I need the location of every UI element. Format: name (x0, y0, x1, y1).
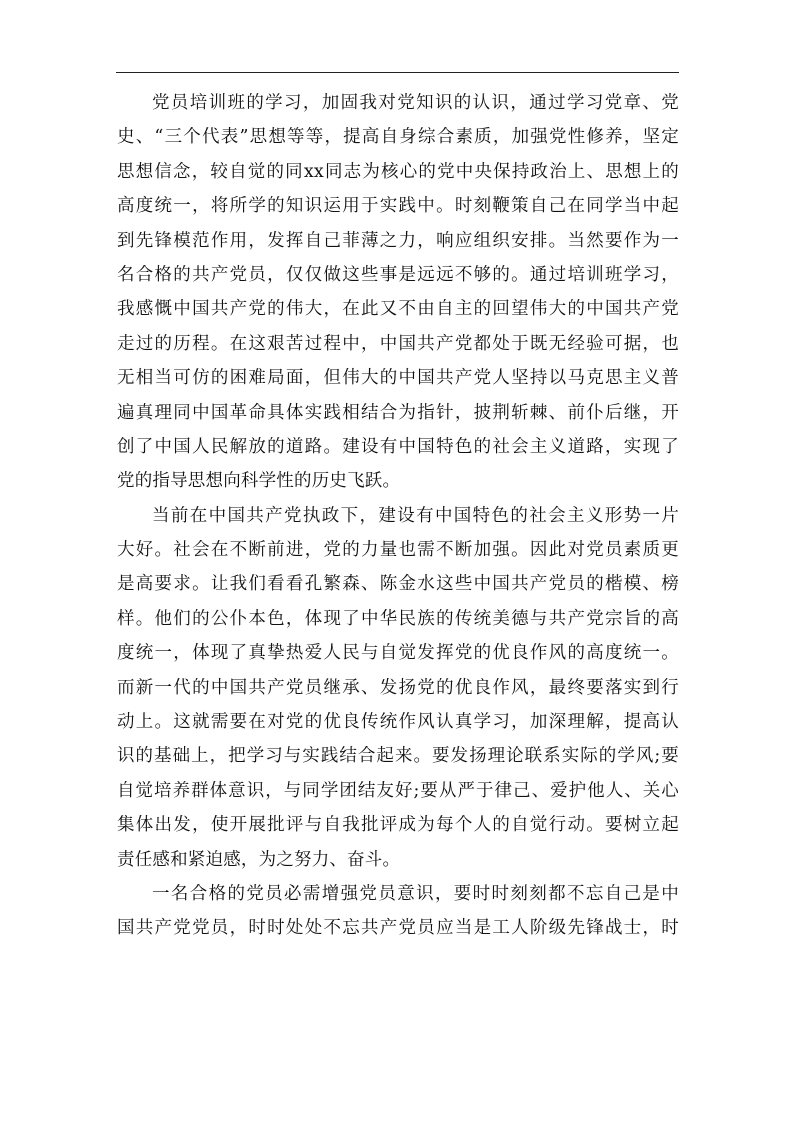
paragraph-line: 识的基础上，把学习与实践结合起来。要发扬理论联系实际的学风;要 (117, 746, 679, 767)
paragraph-line: 无相当可仿的困难局面，但伟大的中国共产党人坚持以马克思主义普 (117, 368, 679, 389)
paragraph-line: 当前在中国共产党执政下，建设有中国特色的社会主义形势一片 (152, 505, 679, 526)
paragraph-line: 集体出发，使开展批评与自我批评成为每个人的自觉行动。要树立起 (117, 815, 679, 836)
paragraph-line: 到先锋模范作用，发挥自己菲薄之力，响应组织安排。当然要作为一 (117, 230, 679, 251)
paragraph-line: 动上。这就需要在对党的优良传统作风认真学习，加深理解，提高认 (117, 712, 679, 733)
paragraph-line: 国共产党党员，时时处处不忘共产党员应当是工人阶级先锋战士，时 (117, 918, 679, 939)
paragraph-line: 思想信念，较自觉的同xx同志为核心的党中央保持政治上、思想上的 (117, 161, 679, 182)
paragraph-line: 高度统一，将所学的知识运用于实践中。时刻鞭策自己在同学当中起 (117, 196, 679, 217)
paragraph-line: 我感慨中国共产党的伟大，在此又不由自主的回望伟大的中国共产党 (117, 299, 679, 320)
paragraph-line: 名合格的共产党员，仅仅做这些事是远远不够的。通过培训班学习， (117, 264, 679, 285)
paragraph-3 (117, 877, 679, 946)
paragraph-1 (117, 86, 679, 499)
paragraph-line: 样。他们的公仆本色，体现了中华民族的传统美德与共产党宗旨的高 (117, 608, 679, 629)
paragraph-line: 党员培训班的学习，加固我对党知识的认识，通过学习党章、党 (152, 93, 679, 113)
paragraph-line: 史、“三个代表”思想等等，提高自身综合素质，加强党性修养，坚定 (117, 127, 679, 148)
paragraph-line: 一名合格的党员必需增强党员意识，要时时刻刻都不忘自己是中 (152, 883, 679, 904)
paragraph-2 (117, 499, 679, 877)
paragraph-line: 而新一代的中国共产党员继承、发扬党的优良作风，最终要落实到行 (117, 677, 679, 698)
paragraph-line: 度统一，体现了真挚热爱人民与自觉发挥党的优良作风的高度统一。 (117, 643, 679, 664)
header-rule (116, 72, 679, 73)
paragraph-line: 创了中国人民解放的道路。建设有中国特色的社会主义道路，实现了 (117, 436, 679, 457)
paragraph-line: 大好。社会在不断前进，党的力量也需不断加强。因此对党员素质更 (117, 540, 679, 561)
paragraph-line: 走过的历程。在这艰苦过程中，中国共产党都处于既无经验可据，也 (117, 333, 679, 354)
document-body (117, 86, 679, 946)
paragraph-line: 遍真理同中国革命具体实践相结合为指针，披荆斩棘、前仆后继，开 (117, 402, 679, 423)
paragraph-line: 责任感和紧迫感，为之努力、奋斗。 (117, 849, 401, 870)
paragraph-line: 党的指导思想向科学性的历史飞跃。 (117, 471, 401, 492)
paragraph-line: 自觉培养群体意识，与同学团结友好;要从严于律己、爱护他人、关心 (117, 780, 679, 801)
paragraph-line: 是高要求。让我们看看孔繁森、陈金水这些中国共产党员的楷模、榜 (117, 574, 679, 595)
